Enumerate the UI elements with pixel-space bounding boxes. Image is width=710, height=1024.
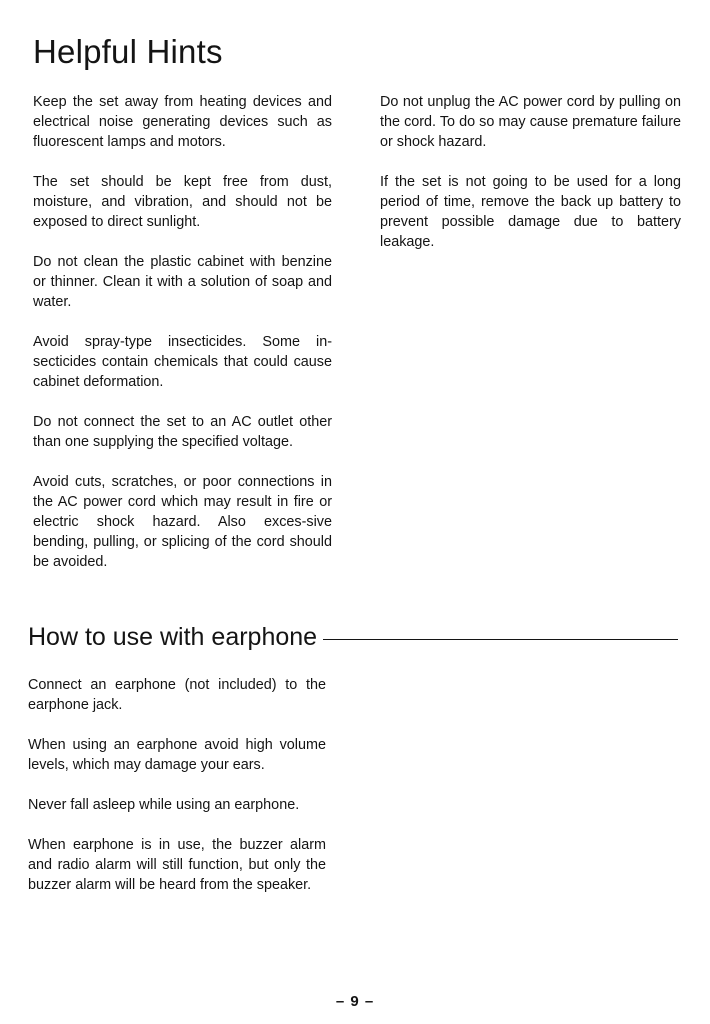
page-number: – 9 – — [335, 993, 375, 1010]
hint-paragraph: Do not clean the plastic cabinet with benzine or thinner. Clean it with a solution of soap and water. — [33, 254, 332, 310]
hint-paragraph: If the set is not going to be used for a long period of time, remove the back up battery to prevent possible damage due to battery leakage. — [380, 174, 681, 250]
hint-paragraph: Do not connect the set to an AC outlet other than one supplying the specified voltage. — [33, 414, 332, 450]
hints-right-column — [380, 92, 681, 272]
section-divider — [323, 639, 678, 640]
earphone-section-title: How to use with earphone — [28, 623, 318, 651]
hint-paragraph: Keep the set away from heating devices and electrical noise generating devices such as fluorescent lamps and motors. — [33, 94, 332, 150]
page-title: Helpful Hints — [33, 33, 223, 70]
hint-paragraph: Do not unplug the AC power cord by pulling on the cord. To do so may cause premature failure or shock hazard. — [380, 94, 681, 150]
earphone-column — [28, 675, 326, 915]
hints-left-column — [33, 92, 332, 592]
earphone-paragraph: Connect an earphone (not included) to the earphone jack. — [28, 677, 326, 713]
earphone-paragraph: When using an earphone avoid high volume levels, which may damage your ears. — [28, 737, 326, 773]
earphone-section-header — [28, 622, 678, 652]
hint-paragraph: Avoid spray-type insecticides. Some in-secticides contain chemicals that could cause cabinet deformation. — [33, 334, 332, 390]
hint-paragraph: Avoid cuts, scratches, or poor connections in the AC power cord which may result in fire or electric shock hazard. Also exces-sive bending, pulling, or splicing of the cord should be avoided. — [33, 474, 332, 570]
hint-paragraph: The set should be kept free from dust, moisture, and vibration, and should not be exposed to direct sunlight. — [33, 174, 332, 230]
earphone-paragraph: Never fall asleep while using an earphone. — [28, 797, 300, 813]
earphone-paragraph: When earphone is in use, the buzzer alarm and radio alarm will still function, but only the buzzer alarm will be heard from the speaker. — [28, 837, 326, 893]
